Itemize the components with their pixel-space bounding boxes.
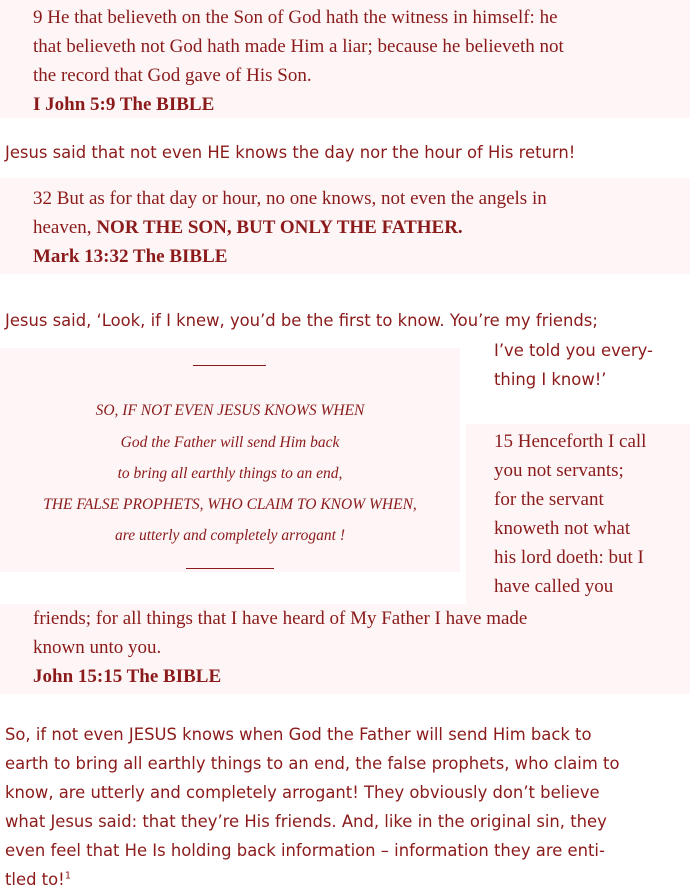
verse-line: friends; for all things that I have heard of My Father I have made (33, 608, 528, 629)
paragraph-friends (5, 306, 598, 335)
verse-line: that believeth not God hath made Him a liar; because he believeth not (33, 36, 564, 57)
verse-line: 15 Henceforth I call (494, 431, 647, 452)
verse-emphasis: NOR THE SON, BUT ONLY THE FATHER. (96, 217, 463, 238)
verse-reference: John 15:15 The BIBLE (33, 666, 222, 687)
verse-line: for the servant (494, 489, 604, 510)
verse-line: 9 He that believeth on the Son of God hath the witness in himself: he (33, 7, 558, 28)
paragraph-text: thing I know!’ (494, 370, 607, 389)
verse-reference: I John 5:9 The BIBLE (33, 94, 215, 115)
paragraph-jesus-said (5, 138, 575, 167)
verse-line: you not servants; (494, 460, 624, 481)
verse-line: the record that God gave of His Son. (33, 65, 312, 86)
paragraph-text: earth to bring all earthly things to an end, the false prophets, who claim to (5, 754, 620, 773)
callout-line: SO, IF NOT EVEN JESUS KNOWS WHEN (95, 402, 365, 419)
callout-line: God the Father will send Him back (120, 434, 340, 451)
verse-line: his lord doeth: but I (494, 547, 644, 568)
callout-line: to bring all earthly things to an end, (117, 465, 343, 482)
paragraph-text: I’ve told you every- (494, 341, 653, 360)
verse-line: knoweth not what (494, 518, 631, 539)
paragraph-text: Jesus said, ‘Look, if I knew, you’d be the first to know. You’re my friends; (5, 311, 598, 330)
paragraph-text: what Jesus said: that they’re His friends. And, like in the original sin, they (5, 812, 607, 831)
divider (193, 365, 266, 366)
paragraph-text: Jesus said that not even HE knows the day nor the hour of His return! (5, 143, 576, 162)
callout-line: are utterly and completely arrogant ! (114, 527, 345, 544)
verse-line: have called you (494, 576, 614, 597)
divider (186, 568, 274, 569)
paragraph-text: So, if not even JESUS knows when God the Father will send Him back to (5, 725, 592, 744)
verse-block-john (466, 424, 690, 604)
paragraph-conclusion (5, 720, 620, 894)
callout-box (0, 348, 460, 572)
verse-block-mark (0, 178, 690, 274)
paragraph-text (5, 865, 620, 894)
paragraph-text: even feel that He Is holding back information – information they are enti- (5, 841, 605, 860)
callout-line: THE FALSE PROPHETS, WHO CLAIM TO KNOW WHEN, (43, 496, 417, 513)
footnote-marker[interactable]: 1 (64, 870, 72, 882)
paragraph-text: know, are utterly and completely arrogant! They obviously don’t believe (5, 783, 600, 802)
verse-block-1john (0, 0, 690, 118)
paragraph-last-line: tled to! (5, 870, 65, 889)
verse-block-john-continued (0, 604, 690, 694)
verse-line (33, 213, 547, 242)
verse-line: 32 But as for that day or hour, no one knows, not even the angels in (33, 188, 547, 209)
paragraph-friends-continued (494, 336, 686, 394)
verse-line: known unto you. (33, 637, 162, 658)
verse-text: heaven, (33, 217, 97, 238)
verse-reference: Mark 13:32 The BIBLE (33, 246, 228, 267)
